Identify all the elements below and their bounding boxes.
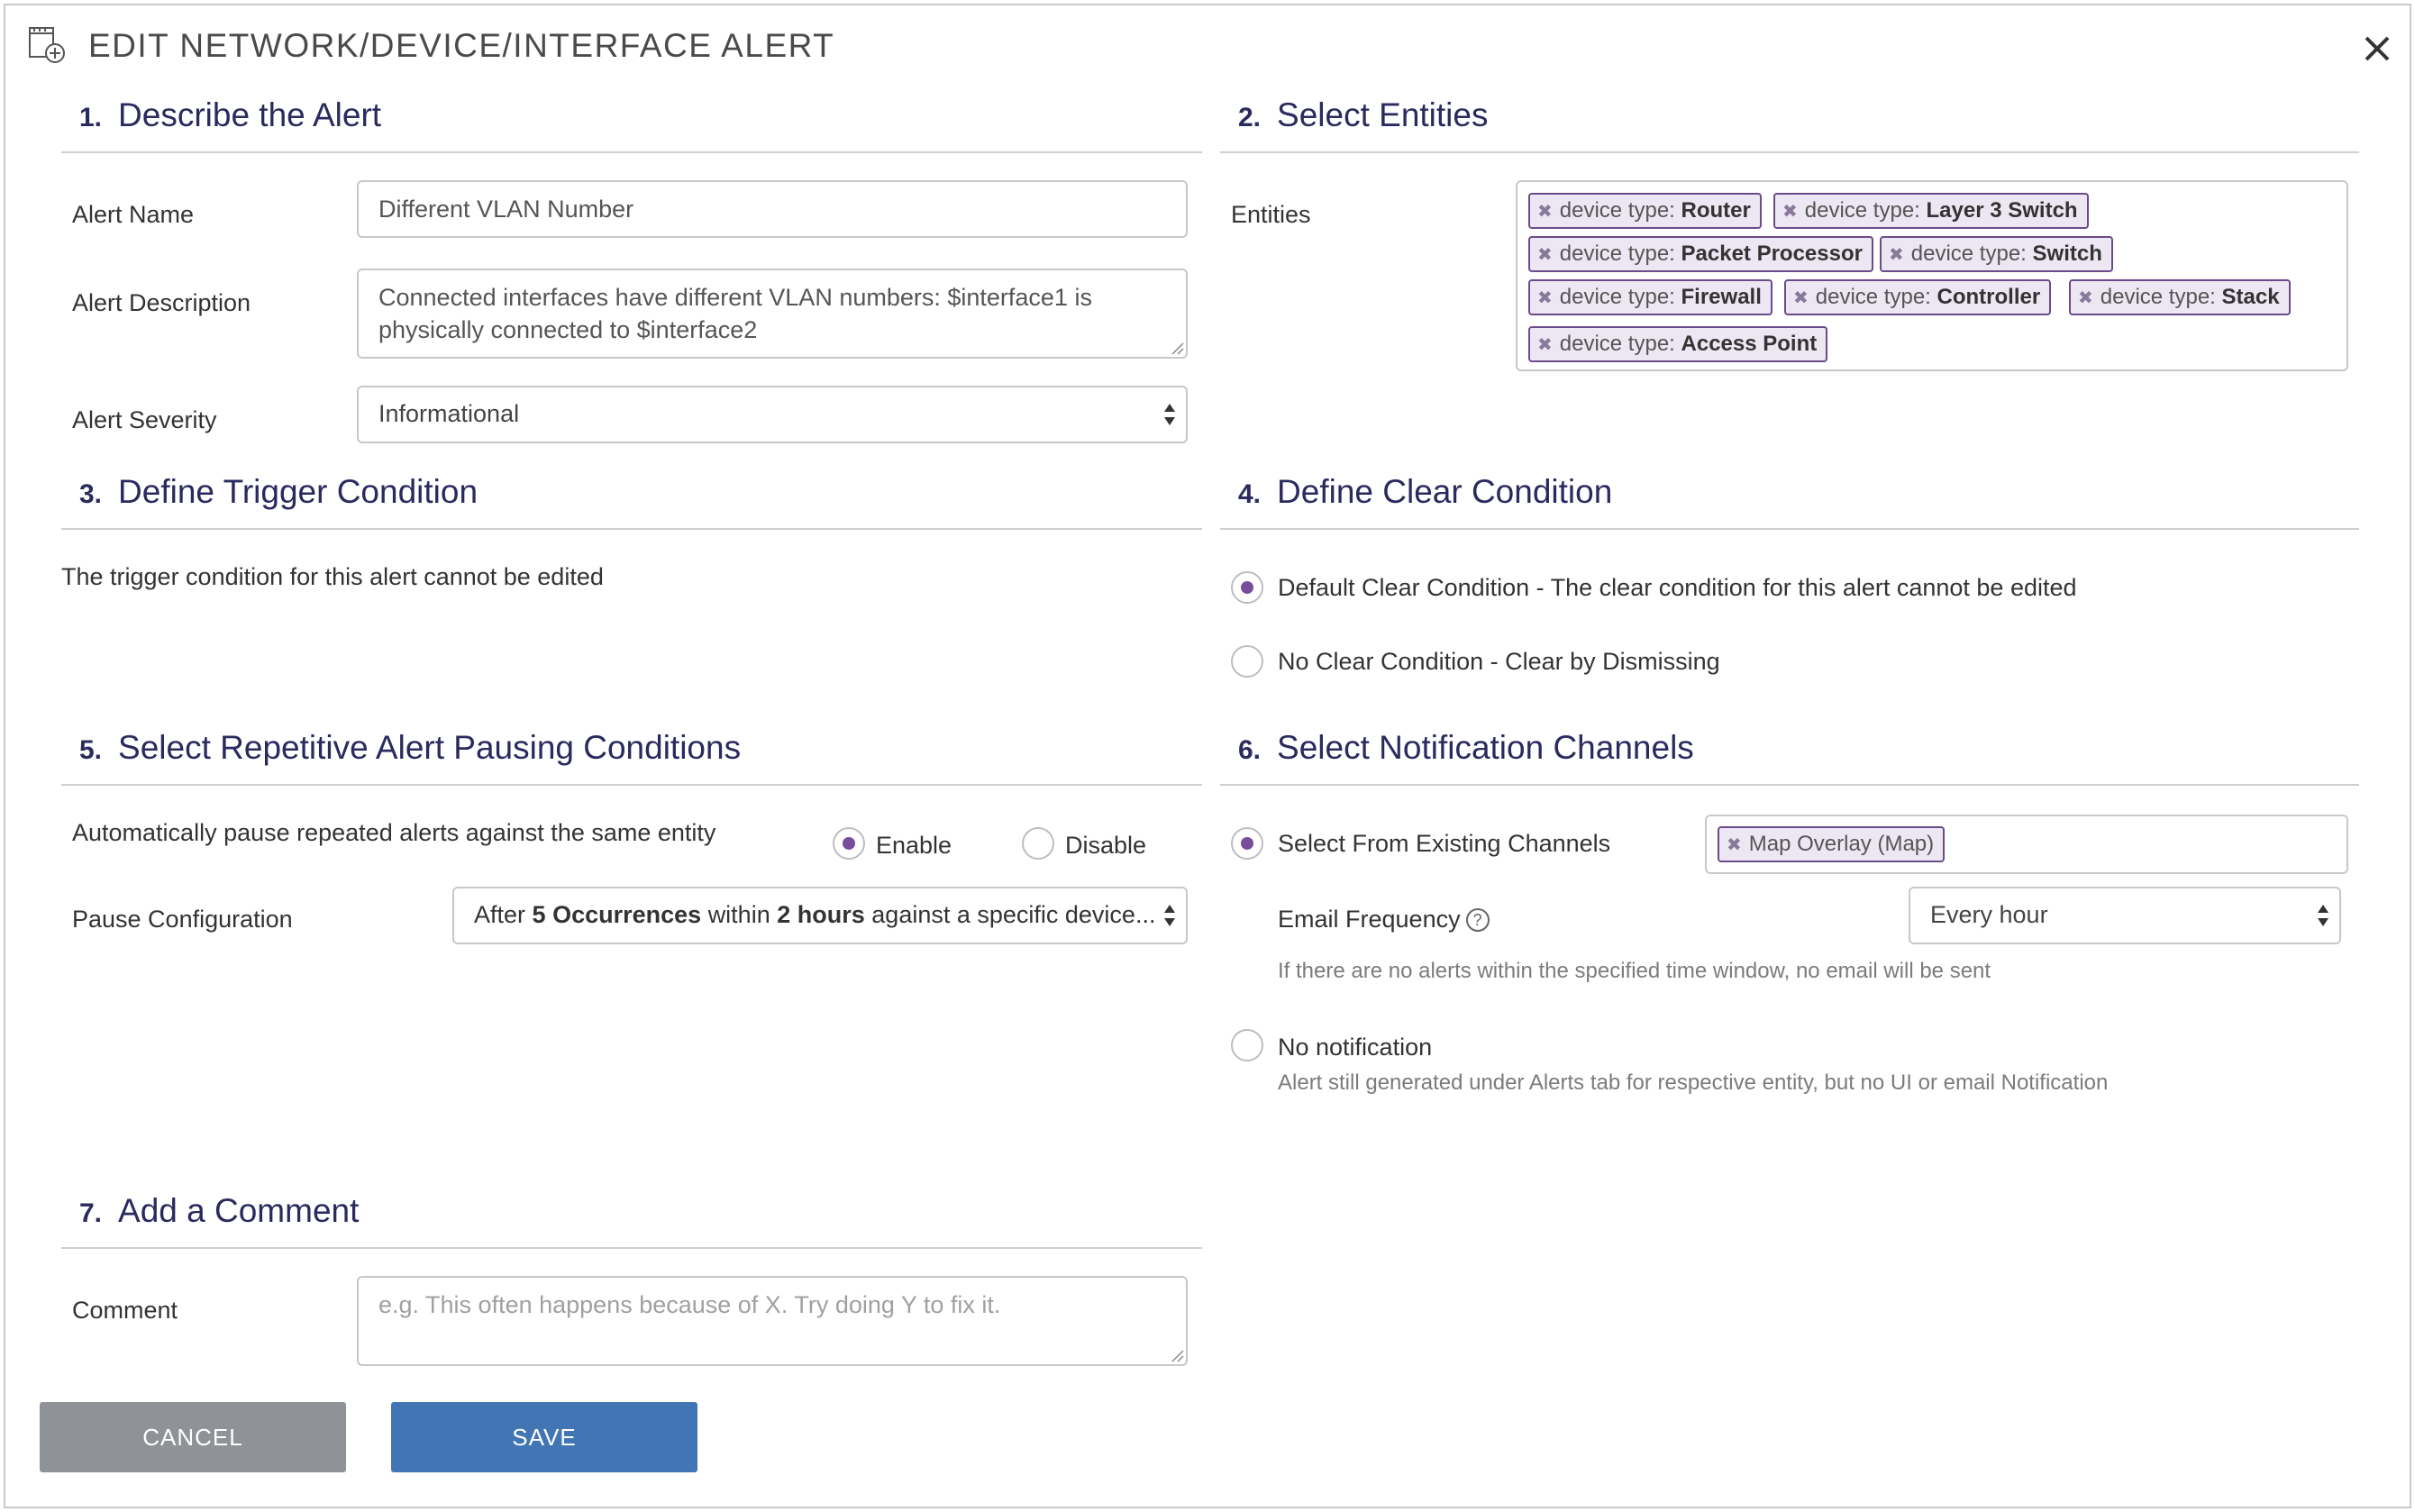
remove-tag-icon[interactable]: ✖ [1889,245,1904,265]
section-pausing-divider [61,784,1202,786]
section-trigger-divider [61,528,1202,530]
pause-disable-label[interactable]: Disable [1065,832,1147,859]
entity-tag-switch[interactable]: ✖ device type: Switch [1880,236,2113,272]
no-notification-radio[interactable] [1231,1029,1263,1061]
entity-tag-stack[interactable]: ✖ device type: Stack [2069,279,2291,315]
pause-configuration-select[interactable]: After 5 Occurrences within 2 hours against a specific device... [452,887,1188,944]
section-entities-divider [1220,151,2359,153]
pause-configuration-label: Pause Configuration [72,906,293,933]
no-clear-radio[interactable] [1231,645,1263,678]
trigger-condition-text: The trigger condition for this alert cannot be edited [61,563,604,590]
close-icon[interactable] [2357,29,2397,68]
email-frequency-select[interactable]: Every hour [1909,887,2341,944]
entities-tag-input[interactable] [1516,180,2348,371]
alert-name-label: Alert Name [72,201,195,228]
default-clear-label[interactable]: Default Clear Condition - The clear condition for this alert cannot be edited [1278,574,2077,601]
channel-tag-map-overlay[interactable]: ✖ Map Overlay (Map) [1718,826,1945,862]
alert-calendar-add-icon [27,25,67,65]
section-trigger-title: 3. Define Trigger Condition [79,473,478,510]
email-frequency-label: Email Frequency ? [1278,903,1490,935]
no-clear-label[interactable]: No Clear Condition - Clear by Dismissing [1278,648,1720,675]
remove-tag-icon[interactable]: ✖ [1782,202,1798,222]
pause-disable-radio[interactable] [1022,827,1054,860]
entity-tag-access-point[interactable]: ✖ device type: Access Point [1528,326,1827,362]
entities-label: Entities [1231,201,1311,228]
default-clear-radio[interactable] [1231,571,1263,604]
section-notify-divider [1220,784,2359,786]
help-icon[interactable]: ? [1466,908,1490,932]
remove-tag-icon[interactable]: ✖ [1537,288,1553,308]
remove-tag-icon[interactable]: ✖ [1793,288,1809,308]
entity-tag-packet-processor[interactable]: ✖ device type: Packet Processor [1528,236,1873,272]
remove-tag-icon[interactable]: ✖ [2078,288,2093,308]
alert-severity-value: Informational [378,400,520,427]
edit-alert-dialog [4,4,2411,1508]
alert-severity-select[interactable] [357,386,1188,443]
remove-tag-icon[interactable]: ✖ [1537,202,1553,222]
alert-description-label: Alert Description [72,289,251,316]
resize-grip-icon[interactable] [1170,1348,1184,1362]
section-comment-title: 7. Add a Comment [79,1192,360,1229]
cancel-button[interactable]: CANCEL [40,1402,346,1472]
auto-pause-label: Automatically pause repeated alerts against the same entity [72,819,716,846]
alert-name-input[interactable] [357,180,1188,238]
section-pausing-title: 5. Select Repetitive Alert Pausing Conditions [79,729,742,766]
remove-tag-icon[interactable]: ✖ [1727,835,1742,855]
dialog-title: EDIT NETWORK/DEVICE/INTERFACE ALERT [88,27,835,64]
save-button[interactable]: SAVE [391,1402,697,1472]
entity-tag-controller[interactable]: ✖ device type: Controller [1784,279,2051,315]
section-clear-divider [1220,528,2359,530]
comment-textarea[interactable] [357,1276,1188,1366]
entity-tag-firewall[interactable]: ✖ device type: Firewall [1528,279,1773,315]
remove-tag-icon[interactable]: ✖ [1537,335,1553,355]
no-notification-label[interactable]: No notification [1278,1034,1433,1061]
entity-tag-layer3-switch[interactable]: ✖ device type: Layer 3 Switch [1773,193,2089,229]
remove-tag-icon[interactable]: ✖ [1537,245,1553,265]
entity-tag-router[interactable]: ✖ device type: Router [1528,193,1762,229]
section-entities-title: 2. Select Entities [1238,96,1489,133]
select-arrows-icon [2316,903,2330,928]
pause-enable-radio[interactable] [833,827,865,860]
section-notify-title: 6. Select Notification Channels [1238,729,1694,766]
channels-tag-input[interactable] [1705,815,2348,874]
no-notification-hint: Alert still generated under Alerts tab for respective entity, but no UI or email Notification [1278,1070,2109,1095]
section-comment-divider [61,1247,1202,1249]
alert-severity-label: Alert Severity [72,406,217,433]
section-describe-divider [61,151,1202,153]
resize-grip-icon[interactable] [1170,341,1184,355]
existing-channels-radio[interactable] [1231,827,1263,860]
comment-label: Comment [72,1297,178,1324]
alert-description-textarea[interactable] [357,269,1188,359]
existing-channels-label[interactable]: Select From Existing Channels [1278,830,1611,857]
select-arrows-icon [1162,903,1177,928]
pause-enable-label[interactable]: Enable [876,832,952,859]
section-clear-title: 4. Define Clear Condition [1238,473,1613,510]
section-describe-title: 1. Describe the Alert [79,96,382,133]
select-arrows-icon [1162,402,1177,427]
email-frequency-hint: If there are no alerts within the specified time window, no email will be sent [1278,959,1991,983]
